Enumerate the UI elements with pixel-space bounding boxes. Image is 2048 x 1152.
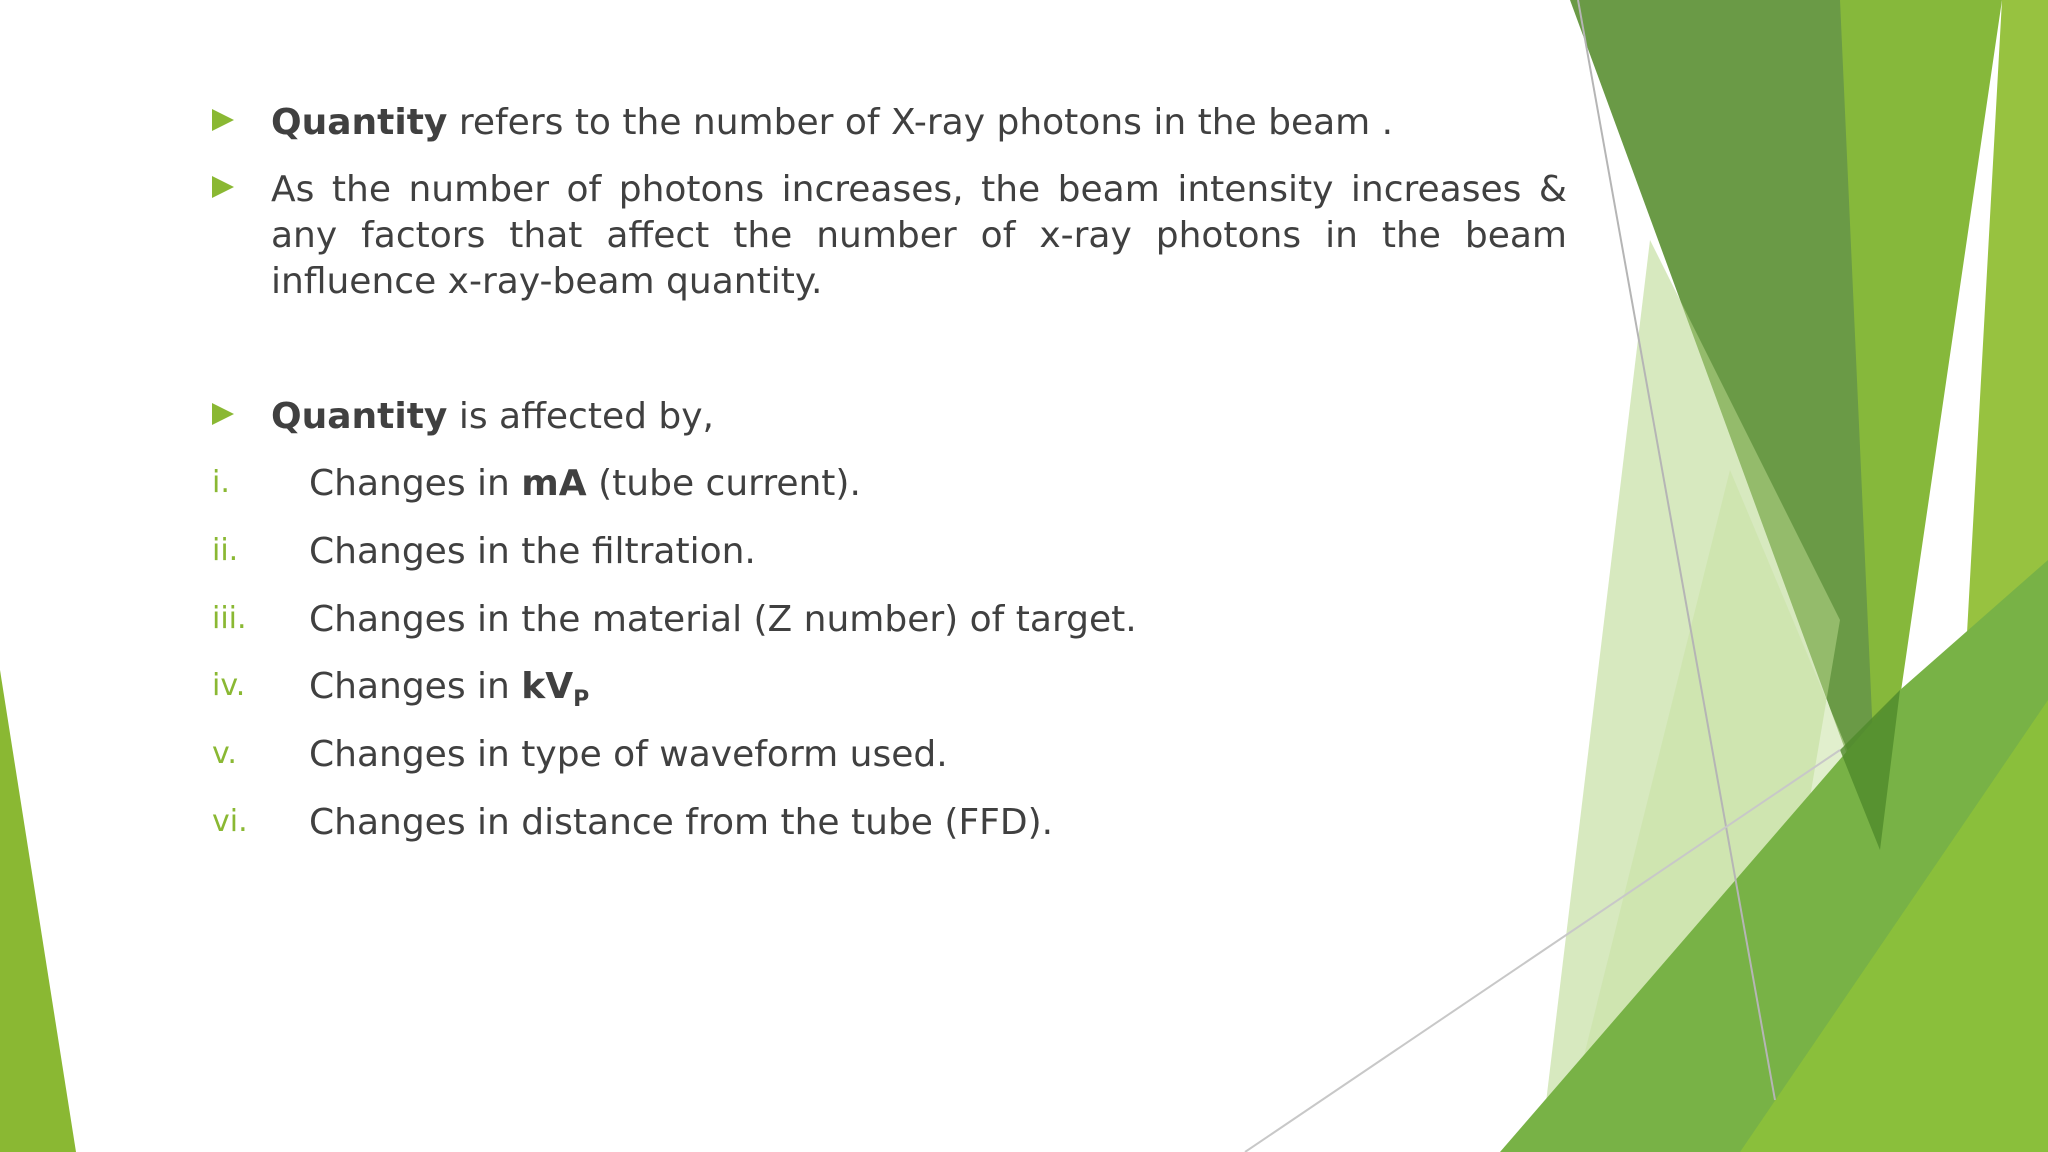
item-text: Changes in type of waveform used. — [309, 734, 948, 775]
bullet-quantity-affected — [212, 394, 1567, 444]
item-text-pre: Changes in — [309, 463, 522, 504]
list-item — [212, 800, 1512, 850]
item-text: Changes in distance from the tube (FFD). — [309, 802, 1054, 843]
item-text-subscript: P — [573, 687, 590, 712]
list-item — [212, 597, 1512, 647]
item-text: Changes in the filtration. — [309, 531, 756, 572]
item-text-post: (tube current). — [586, 463, 861, 504]
item-number: iv. — [212, 668, 246, 703]
bullet-body: As the number of photons increases, the beam intensity increases & any factors that affect the number of x-ray photons in the beam influence x-ray-beam quantity. — [271, 169, 1567, 302]
list-item — [212, 461, 1512, 511]
bullet-quantity-definition — [212, 100, 1567, 150]
item-text-bold: mA — [521, 463, 587, 504]
item-number: iii. — [212, 601, 247, 636]
bullet-body: refers to the number of X-ray photons in the beam . — [447, 102, 1394, 143]
bullet-text — [271, 167, 1567, 305]
list-item — [212, 664, 1512, 714]
bullet-text — [271, 394, 1567, 440]
bullet-arrow-icon — [212, 403, 234, 425]
item-number: i. — [212, 465, 230, 500]
bullet-arrow-icon — [212, 109, 234, 131]
list-item — [212, 732, 1512, 782]
bullet-arrow-icon — [212, 176, 234, 198]
item-number: vi. — [212, 804, 248, 839]
item-text — [309, 461, 861, 507]
bullet-text — [271, 100, 1567, 146]
bullet-body: is affected by, — [447, 396, 714, 437]
item-text — [309, 664, 589, 723]
item-number: v. — [212, 736, 237, 771]
bold-term: Quantity — [271, 396, 448, 437]
bold-term: Quantity — [271, 102, 448, 143]
item-text-bold: kV — [521, 666, 574, 707]
item-text-pre: Changes in — [309, 666, 522, 707]
list-item — [212, 529, 1512, 579]
bullet-photon-intensity — [212, 167, 1567, 307]
item-number: ii. — [212, 533, 239, 568]
item-text: Changes in the material (Z number) of target. — [309, 599, 1137, 640]
